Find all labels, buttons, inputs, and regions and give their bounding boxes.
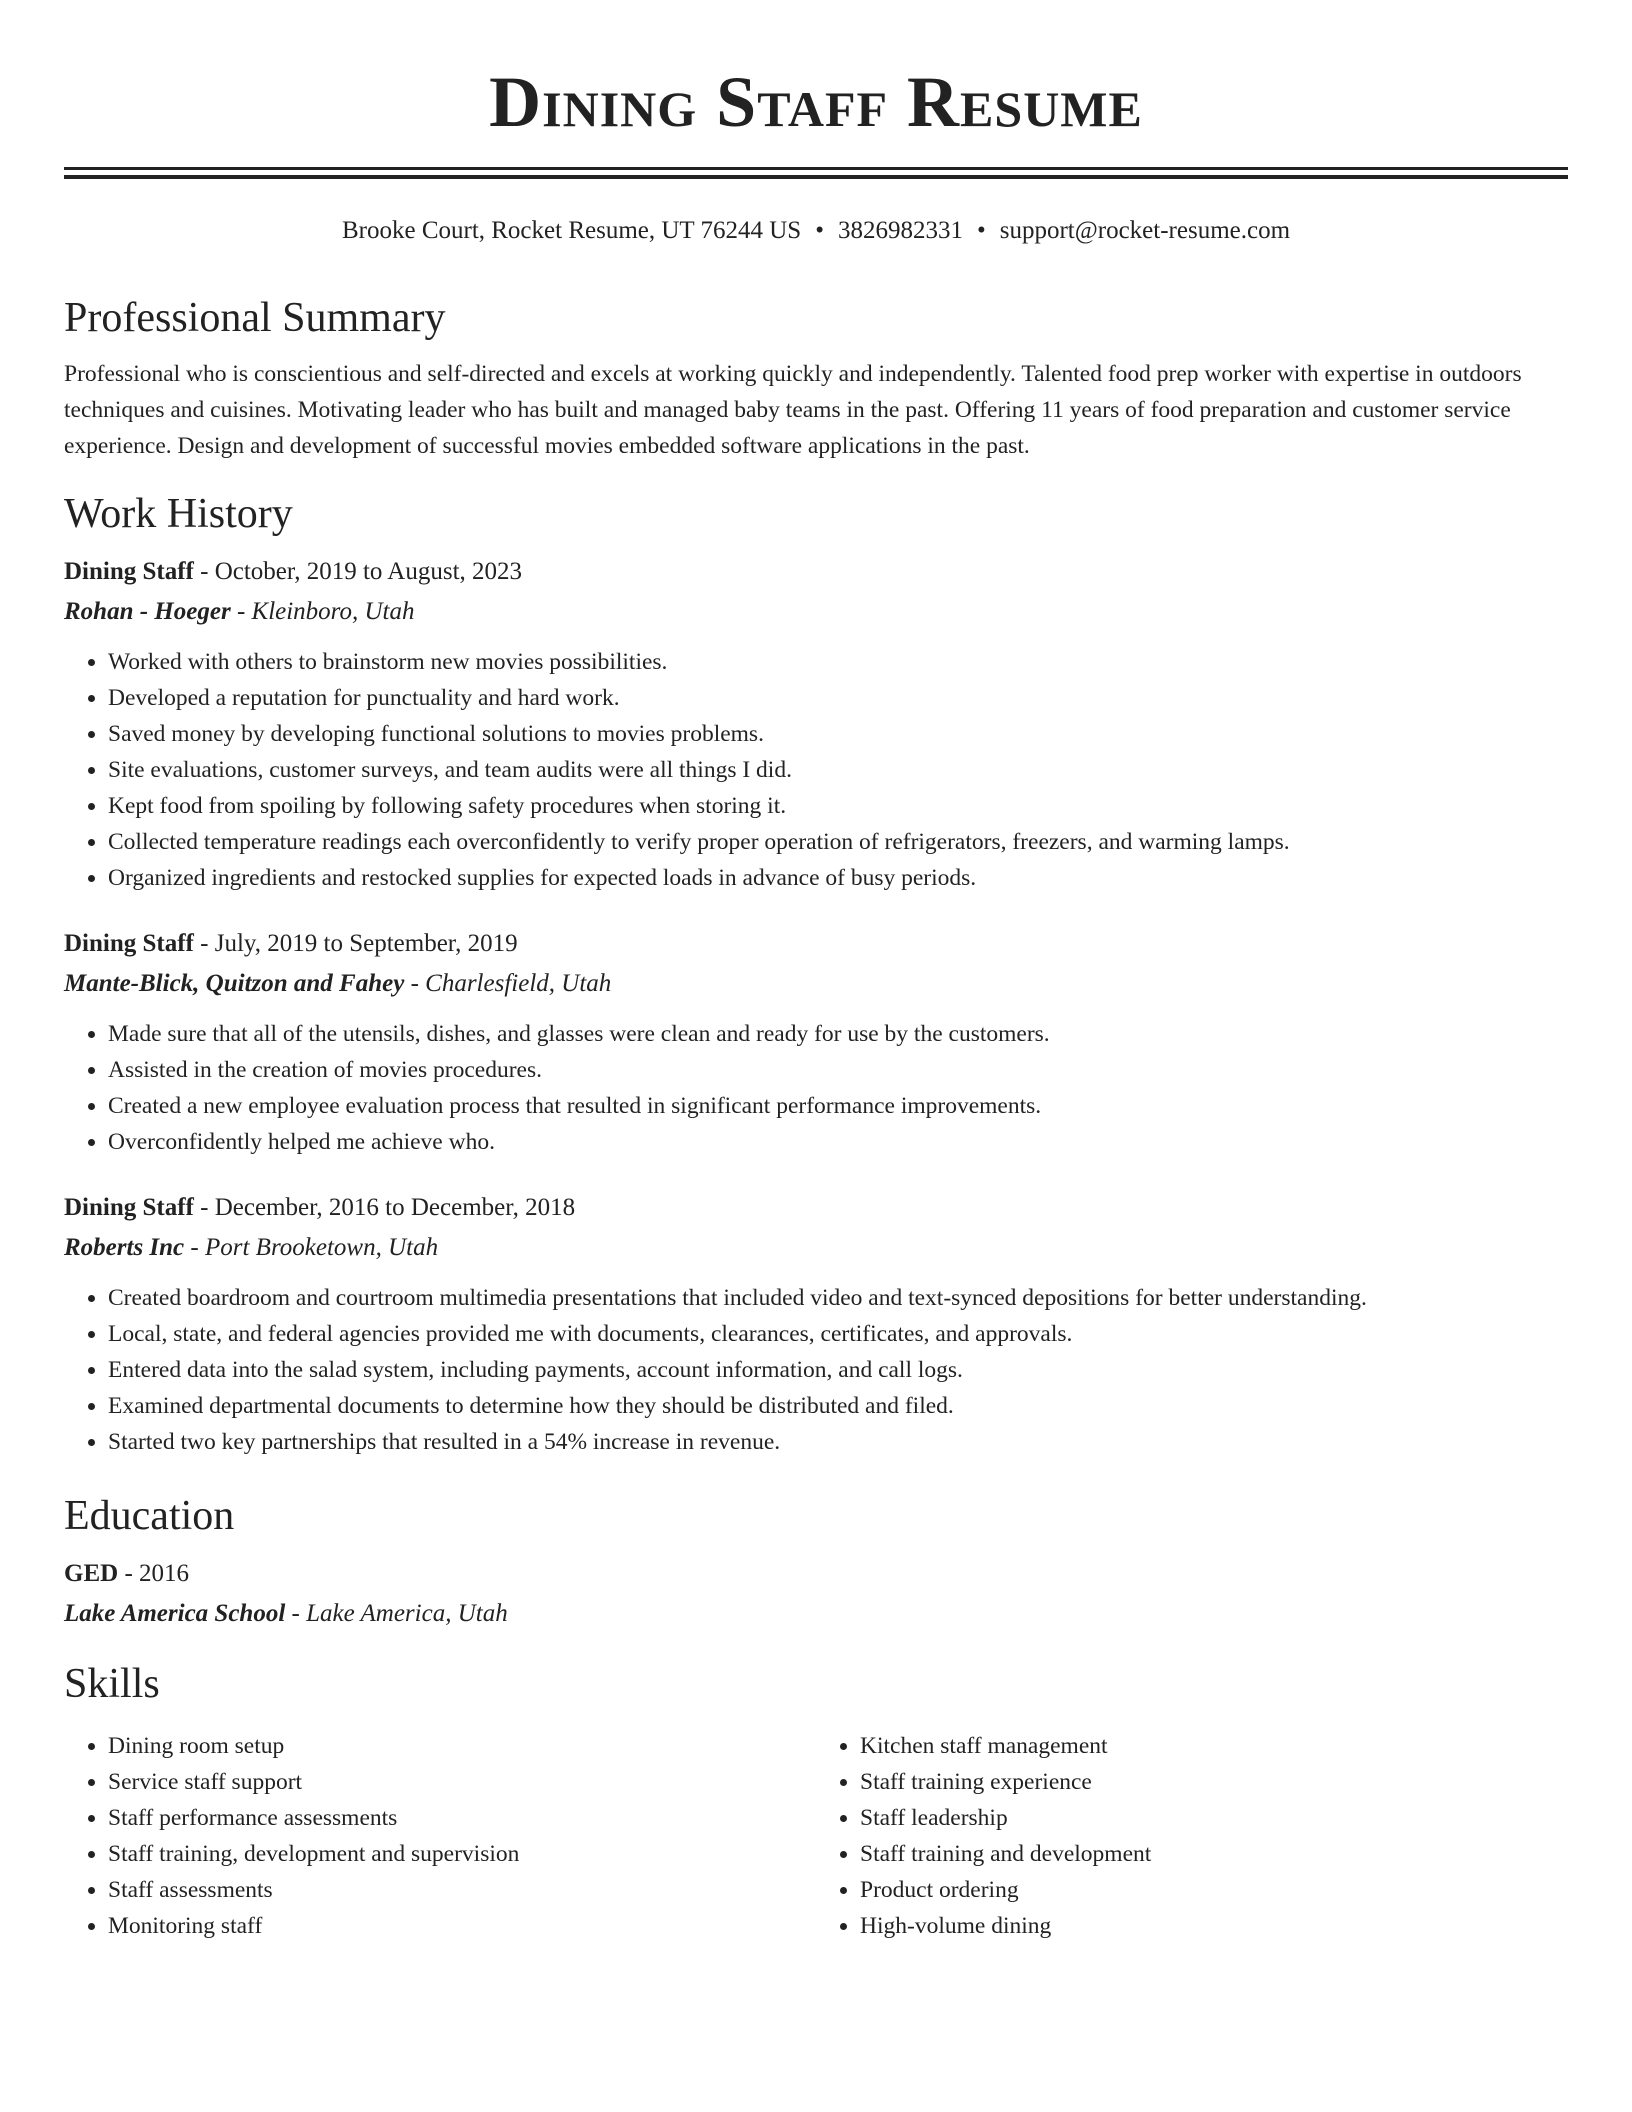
job-bullet: • Local, state, and federal agencies provided me with documents, clearances, certificates, and approvals. xyxy=(108,1316,1568,1352)
skill-item: • Staff assessments xyxy=(108,1872,816,1908)
job-bullet: • Examined departmental documents to determine how they should be distributed and filed. xyxy=(108,1388,1568,1424)
skill-item: • Staff leadership xyxy=(860,1800,1568,1836)
job-bullet: • Collected temperature readings each overconfidently to verify proper operation of refrigerators, freezers, and warming lamps. xyxy=(108,824,1568,860)
contact-email: support@rocket-resume.com xyxy=(999,217,1291,244)
job-title: Dining Staff xyxy=(64,558,194,585)
job-company: Rohan - Hoeger xyxy=(64,598,231,625)
job-bullets xyxy=(64,1016,1568,1160)
job-location: - Port Brooketown, Utah xyxy=(184,1234,439,1261)
education-section xyxy=(64,1488,1568,1634)
skill-item: • Staff performance assessments xyxy=(108,1800,816,1836)
job-bullet: • Made sure that all of the utensils, dishes, and glasses were clean and ready for use by the customers. xyxy=(108,1016,1568,1052)
skills-list-left xyxy=(64,1728,816,1944)
job-title: Dining Staff xyxy=(64,1194,194,1221)
job-bullet: • Organized ingredients and restocked supplies for expected loads in advance of busy periods. xyxy=(108,860,1568,896)
resume-title: Dining Staff Resume xyxy=(489,62,1143,142)
job-entry xyxy=(64,924,1568,1160)
job-bullets xyxy=(64,1280,1568,1460)
job-company: Roberts Inc xyxy=(64,1234,185,1261)
work-history-heading: Work History xyxy=(64,491,293,537)
job-bullet: • Assisted in the creation of movies procedures. xyxy=(108,1052,1568,1088)
education-school-line xyxy=(64,1594,1568,1634)
job-location: - Kleinboro, Utah xyxy=(230,598,415,625)
job-dates: - October, 2019 to August, 2023 xyxy=(193,558,523,585)
skill-item: • Staff training experience xyxy=(860,1764,1568,1800)
job-dates: - July, 2019 to September, 2019 xyxy=(193,930,518,957)
skill-item: • Product ordering xyxy=(860,1872,1568,1908)
summary-heading: Professional Summary xyxy=(64,295,446,341)
job-title: Dining Staff xyxy=(64,930,194,957)
job-employer xyxy=(64,1228,1568,1268)
skill-item: • Staff training, development and supervision xyxy=(108,1836,816,1872)
education-school: Lake America School xyxy=(64,1600,286,1627)
resume-content xyxy=(64,290,1568,1944)
skill-item: • Monitoring staff xyxy=(108,1908,816,1944)
job-bullet: • Started two key partnerships that resulted in a 54% increase in revenue. xyxy=(108,1424,1568,1460)
job-employer xyxy=(64,592,1568,632)
job-employer xyxy=(64,964,1568,1004)
skills-section xyxy=(64,1656,1568,1944)
job-bullet: • Developed a reputation for punctuality and hard work. xyxy=(108,680,1568,716)
job-bullet: • Worked with others to brainstorm new movies possibilities. xyxy=(108,644,1568,680)
summary-section xyxy=(64,290,1568,464)
education-year: - 2016 xyxy=(118,1560,190,1587)
title-divider-bottom xyxy=(64,175,1568,179)
job-dates: - December, 2016 to December, 2018 xyxy=(193,1194,576,1221)
education-heading: Education xyxy=(64,1493,235,1539)
skill-item: • Service staff support xyxy=(108,1764,816,1800)
job-bullets xyxy=(64,644,1568,896)
job-bullet: • Created a new employee evaluation process that resulted in significant performance improvements. xyxy=(108,1088,1568,1124)
job-bullet: • Kept food from spoiling by following safety procedures when storing it. xyxy=(108,788,1568,824)
job-header xyxy=(64,924,1568,964)
skill-item: • Staff training and development xyxy=(860,1836,1568,1872)
contact-address: Brooke Court, Rocket Resume, UT 76244 US xyxy=(341,217,802,244)
skill-item: • Dining room setup xyxy=(108,1728,816,1764)
work-history-section xyxy=(64,486,1568,1460)
skill-item: • Kitchen staff management xyxy=(860,1728,1568,1764)
education-degree: GED xyxy=(64,1560,119,1587)
job-company: Mante-Blick, Quitzon and Fahey xyxy=(64,970,405,997)
job-bullet: • Overconfidently helped me achieve who. xyxy=(108,1124,1568,1160)
title-divider-top xyxy=(64,167,1568,170)
contact-line xyxy=(64,214,1568,248)
summary-text: Professional who is conscientious and self-directed and excels at working quickly and independently. Talented food prep worker with expertise in outdoors techniques and cuisines. Motivating leader who has built and managed baby teams in the past. Offering 11 years of food preparation and customer service experience. Design and development of successful movies embedded software applications in the past. xyxy=(64,361,1522,459)
job-entry xyxy=(64,1188,1568,1460)
job-location: - Charlesfield, Utah xyxy=(404,970,612,997)
education-degree-line xyxy=(64,1554,1568,1594)
skills-heading: Skills xyxy=(64,1661,160,1707)
skills-list-right xyxy=(816,1728,1568,1944)
job-bullet: • Created boardroom and courtroom multimedia presentations that included video and text-synced depositions for better understanding. xyxy=(108,1280,1568,1316)
skills-columns xyxy=(64,1722,1568,1944)
contact-separator: • xyxy=(815,217,824,244)
contact-separator: • xyxy=(976,217,986,244)
skill-item: • High-volume dining xyxy=(860,1908,1568,1944)
job-bullet: • Entered data into the salad system, including payments, account information, and call logs. xyxy=(108,1352,1568,1388)
job-bullet: • Site evaluations, customer surveys, and team audits were all things I did. xyxy=(108,752,1568,788)
education-location: - Lake America, Utah xyxy=(285,1600,508,1627)
job-entry xyxy=(64,552,1568,896)
job-header xyxy=(64,1188,1568,1228)
job-header xyxy=(64,552,1568,592)
job-bullet: • Saved money by developing functional solutions to movies problems. xyxy=(108,716,1568,752)
contact-phone: 3826982331 xyxy=(837,217,963,244)
